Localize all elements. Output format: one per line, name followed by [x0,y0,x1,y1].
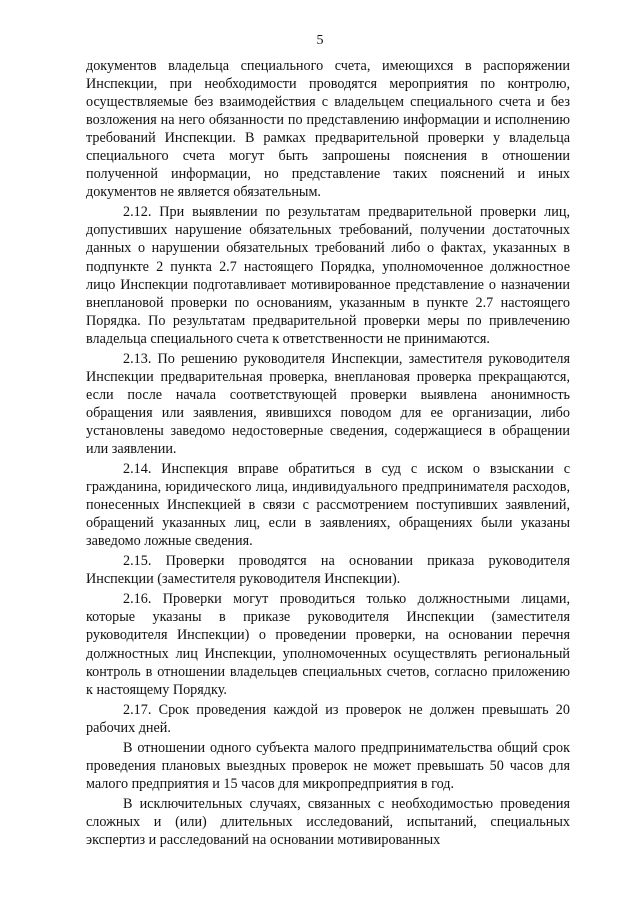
paragraph-exceptional-cases: В исключительных случаях, связанных с необходимостью проведения сложных и (или) длительных исследований, испытаний, специальных экспертиз и расследований на основании мотивированных [86,795,570,848]
paragraph-2-12: 2.12. При выявлении по результатам предварительной проверки лиц, допустивших нарушение обязательных требований, получении достаточных данных о нарушении обязательных требований либо о фактах, указанных в подпункте 2 пункта 2.7 настоящего Порядка, уполномоченное должностное лицо Инспекции подготавливает мотивированное представление о назначении внеплановой проверки по основаниям, указанным в пункте 2.7 настоящего Порядка. По результатам предварительной проверки меры по привлечению владельца специального счета к ответственности не принимаются. [86,204,570,347]
paragraph-small-business-limit: В отношении одного субъекта малого предпринимательства общий срок проведения плановых выездных проверок не может превышать 50 часов для малого предприятия и 15 часов для микропредприятия в год. [86,739,570,792]
document-body [86,57,570,851]
paragraph-2-13: 2.13. По решению руководителя Инспекции, заместителя руководителя Инспекции предварительная проверка, внеплановая проверка прекращаются, если после начала соответствующей проверки выявлена анонимность обращения или заявления, явившихся поводом для ее организации, либо установлены заведомо недостоверные сведения, содержащиеся в обращении или заявлении. [86,350,570,457]
paragraph-2-17: 2.17. Срок проведения каждой из проверок не должен превышать 20 рабочих дней. [86,701,570,736]
paragraph-2-16: 2.16. Проверки могут проводиться только должностными лицами, которые указаны в приказе руководителя Инспекции (заместителя руководителя Инспекции) о проведении проверки, на основании перечня должностных лиц Инспекции, уполномоченных осуществлять региональный контроль в отношении владельцев специальных счетов, согласно приложению к настоящему Порядку. [86,591,570,698]
paragraph-2-15: 2.15. Проверки проводятся на основании приказа руководителя Инспекции (заместителя руководителя Инспекции). [86,553,570,588]
paragraph-continuation: документов владельца специального счета, имеющихся в распоряжении Инспекции, при необходимости проводятся мероприятия по контролю, осуществляемые без взаимодействия с владельцем специального счета и без возложения на него обязанности по представлению информации и исполнению требований Инспекции. В рамках предварительной проверки у владельца специального счета могут быть запрошены пояснения в отношении полученной информации, но представление таких пояснений и иных документов не является обязательным. [86,58,570,201]
page-number: 5 [316,33,324,48]
paragraph-2-14: 2.14. Инспекция вправе обратиться в суд с иском о взыскании с гражданина, юридического лица, индивидуального предпринимателя расходов, понесенных Инспекцией в связи с рассмотрением поступивших заявлений, обращений указанных лиц, если в заявлениях, обращениях были указаны заведомо ложные сведения. [86,461,570,550]
